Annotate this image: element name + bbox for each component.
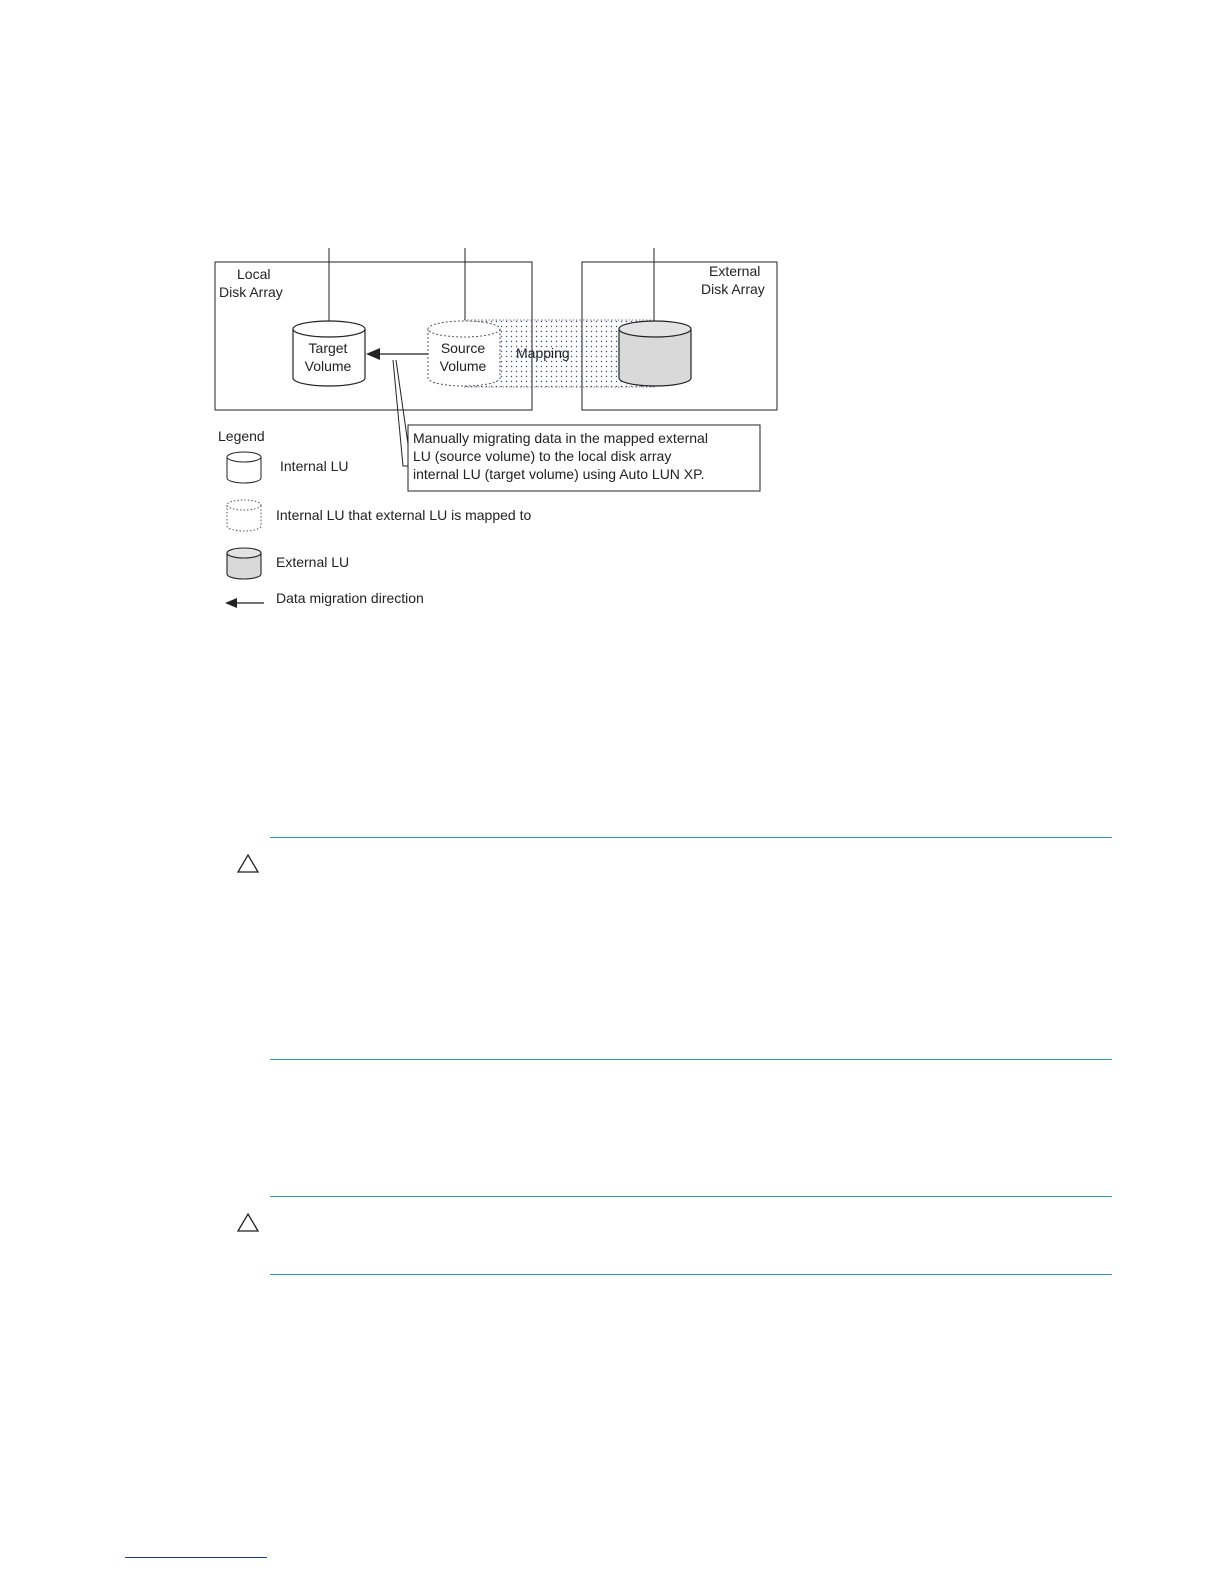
legend-label-mapped-lu: Internal LU that external LU is mapped to xyxy=(276,507,532,523)
source-volume-label-2: Volume xyxy=(439,358,487,374)
local-array-label-2: Disk Array xyxy=(219,284,283,300)
external-array-label-2: Disk Array xyxy=(701,281,765,297)
caution-triangle-icon xyxy=(236,853,260,875)
footer-link-underline[interactable] xyxy=(125,1557,267,1558)
target-volume-label-1: Target xyxy=(308,340,348,356)
external-lu-cylinder xyxy=(619,321,691,386)
callout-pointer-2 xyxy=(396,360,408,444)
callout-line-2: LU (source volume) to the local disk array xyxy=(413,448,672,464)
mapped-internal-lu-icon xyxy=(227,500,261,531)
callout-line-1: Manually migrating data in the mapped external xyxy=(413,430,708,446)
external-array-label-1: External xyxy=(709,263,761,279)
callout-line-3: internal LU (target volume) using Auto LUN XP. xyxy=(413,466,705,482)
local-array-label-1: Local xyxy=(237,266,271,282)
legend-title: Legend xyxy=(218,428,265,444)
caution-1-top-rule xyxy=(270,837,1112,838)
external-lu-icon xyxy=(227,548,261,579)
mapping-label: Mapping xyxy=(516,345,570,361)
source-volume-label-1: Source xyxy=(440,340,486,356)
caution-2-bottom-rule xyxy=(270,1274,1112,1275)
legend-label-internal-lu: Internal LU xyxy=(280,458,349,474)
callout-pointer xyxy=(393,360,408,466)
migration-diagram xyxy=(0,0,1224,640)
caution-triangle-icon xyxy=(236,1212,260,1234)
legend-label-migration-direction: Data migration direction xyxy=(276,590,424,606)
migration-arrow-head xyxy=(366,348,380,360)
caution-2-top-rule xyxy=(270,1196,1112,1197)
legend-label-external-lu: External LU xyxy=(276,554,350,570)
internal-lu-icon xyxy=(227,452,261,483)
caution-1-bottom-rule xyxy=(270,1059,1112,1060)
target-volume-label-2: Volume xyxy=(304,358,352,374)
arrow-left-icon xyxy=(225,598,264,608)
